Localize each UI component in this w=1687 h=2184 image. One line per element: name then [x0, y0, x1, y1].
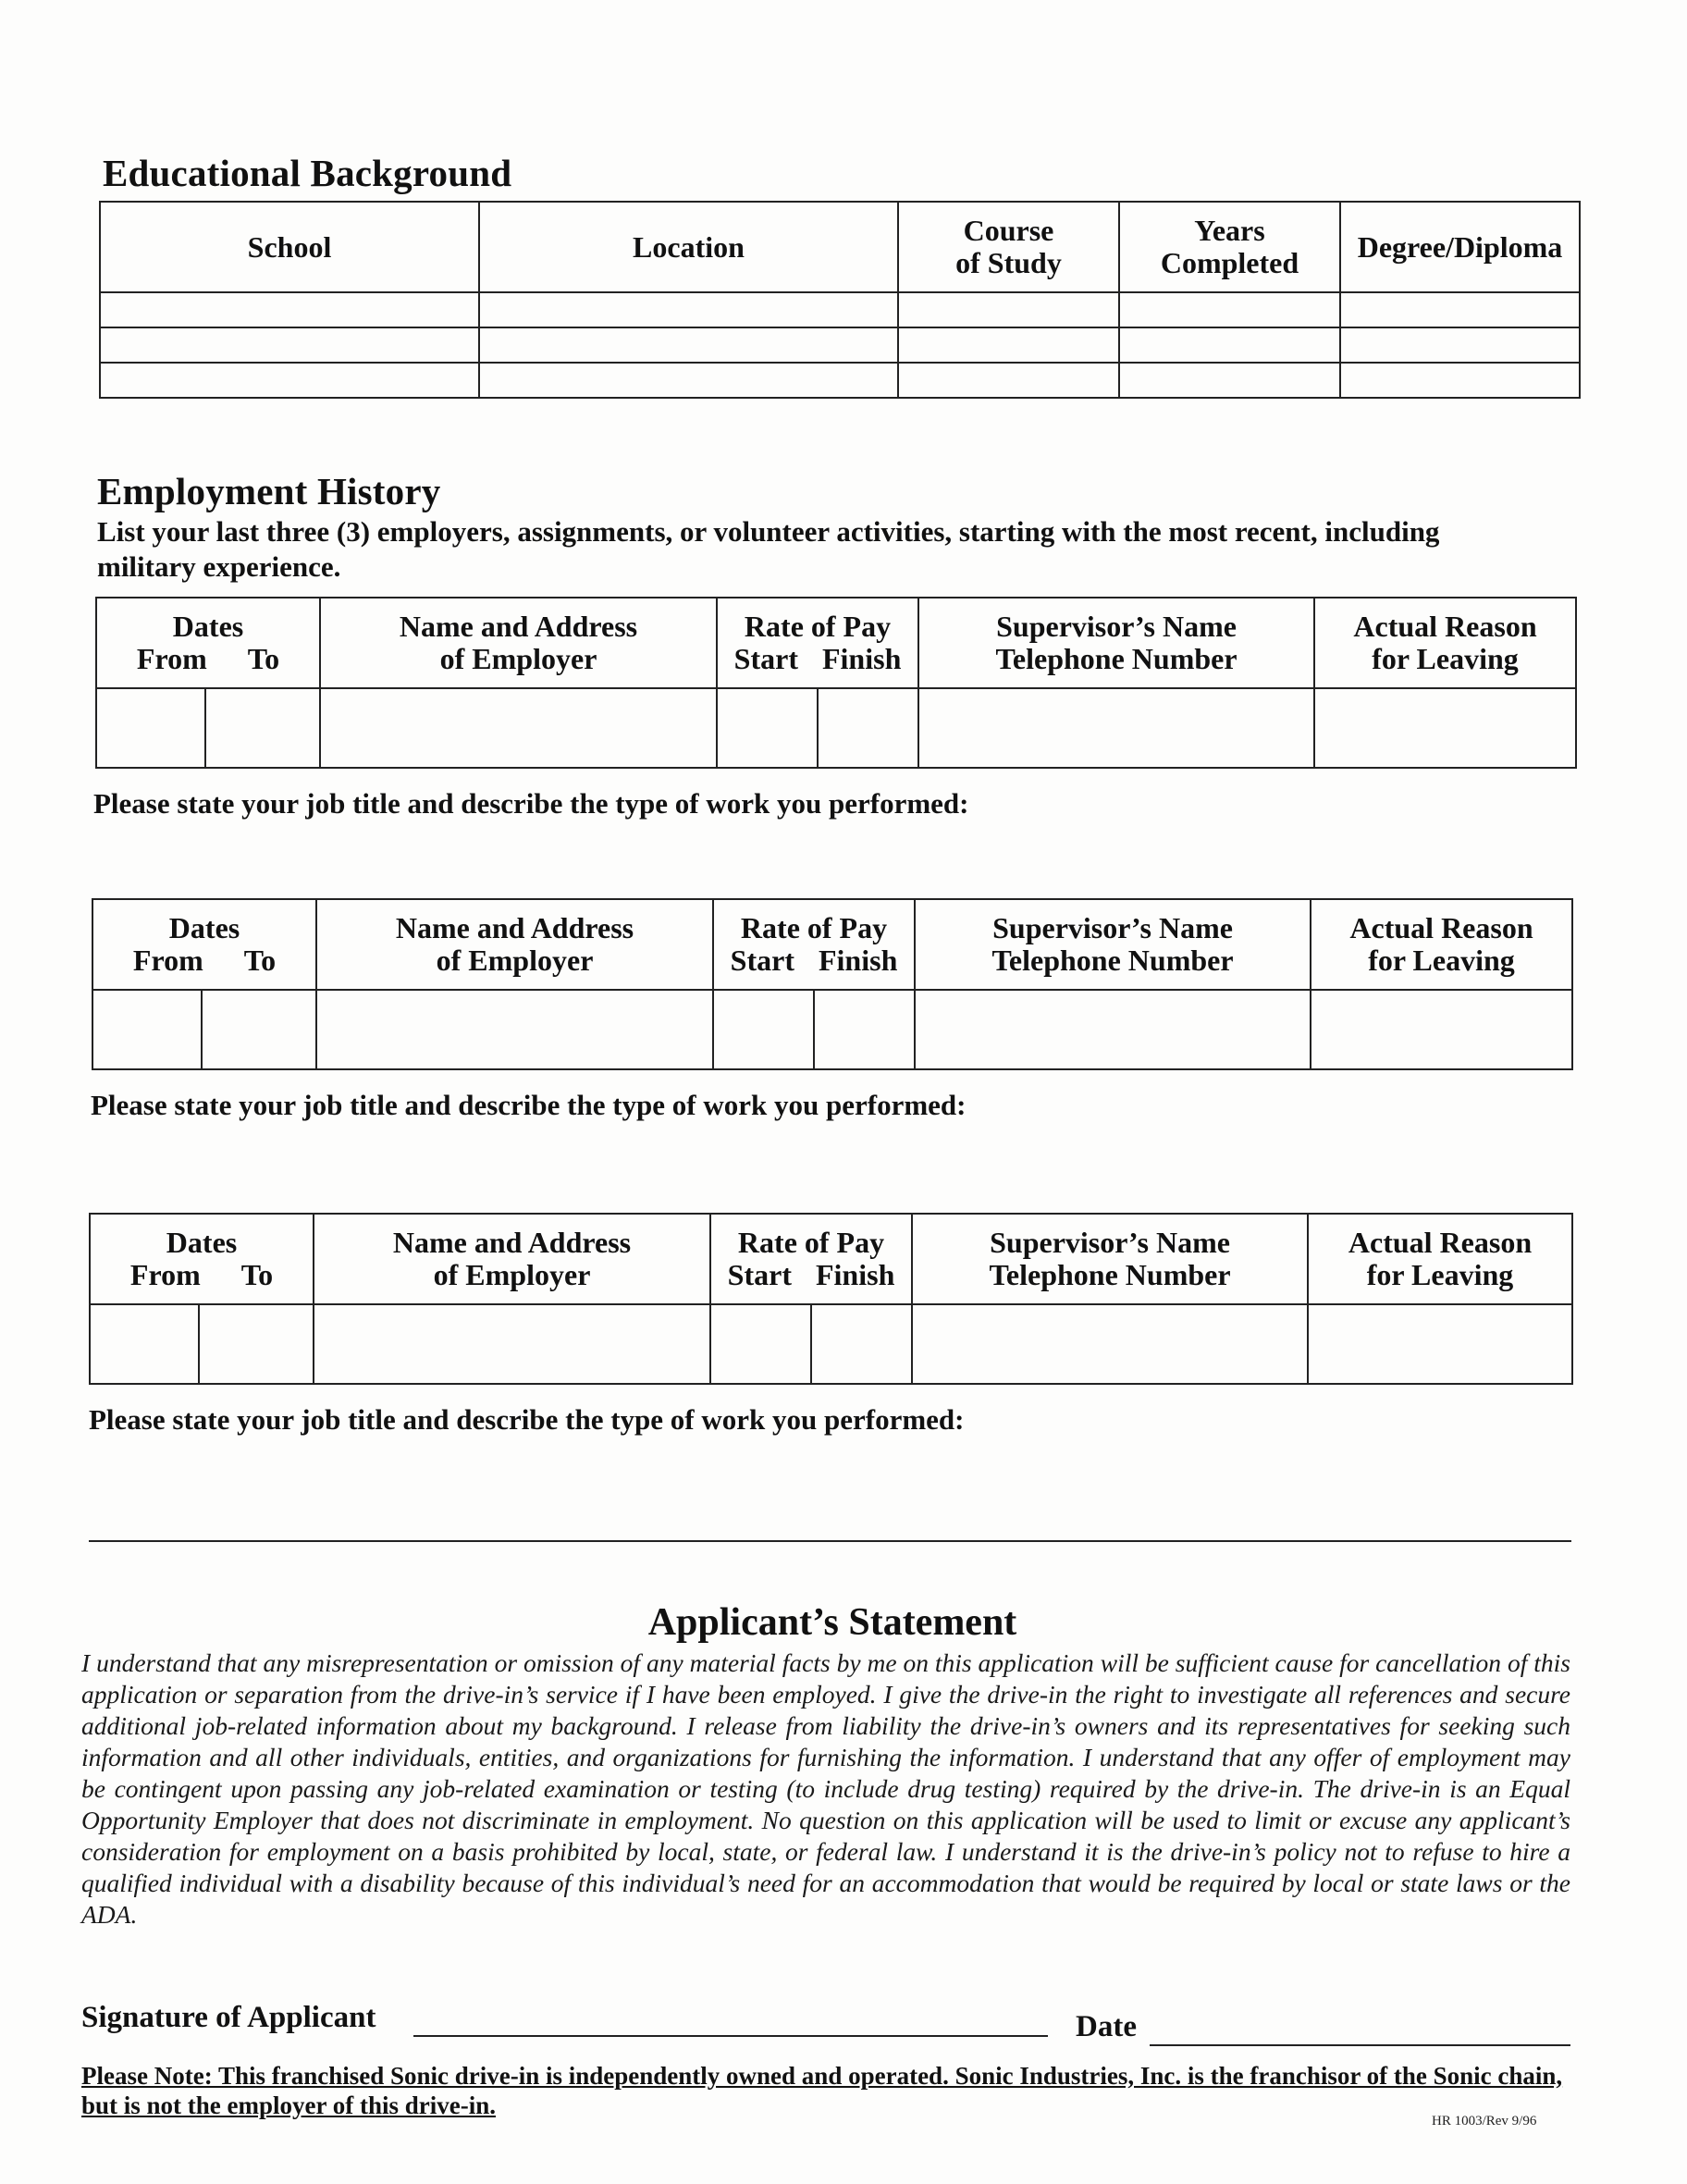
employer-header [320, 598, 717, 688]
employer-line-1: Name and Address [395, 911, 634, 944]
employer-table-2 [92, 898, 1573, 1070]
employer-header-row [90, 1214, 1572, 1304]
course-field[interactable] [898, 327, 1119, 363]
employment-instructions: List your last three (3) employers, assignments, or volunteer activities, starting with the most recent, including military experience. [97, 515, 1440, 583]
reason-field[interactable] [1314, 688, 1576, 768]
education-row [100, 327, 1580, 363]
pay-line-1: Rate of Pay [737, 1226, 885, 1259]
reason-line-1: Actual Reason [1348, 1226, 1533, 1259]
supervisor-line-1: Supervisor’s Name [990, 1226, 1230, 1259]
pay-start-label: Start [730, 944, 794, 977]
degree-diploma-header: Degree/Diploma [1340, 202, 1580, 292]
from-field[interactable] [96, 688, 205, 768]
dates-label: Dates [166, 1226, 238, 1259]
pay-line-1: Rate of Pay [740, 911, 888, 944]
years-completed-header [1119, 202, 1340, 292]
supervisor-header [915, 899, 1311, 990]
from-label: From [136, 642, 207, 675]
location-header: Location [479, 202, 898, 292]
education-row [100, 292, 1580, 327]
reason-line-2: for Leaving [1366, 1258, 1514, 1291]
employer-line-2: of Employer [439, 642, 597, 675]
course-field[interactable] [898, 363, 1119, 398]
job-description-prompt-2: Please state your job title and describe the type of work you performed: [91, 1089, 967, 1121]
from-field[interactable] [90, 1304, 199, 1384]
school-field[interactable] [100, 292, 479, 327]
statement-body: I understand that any misrepresentation or omission of any material facts by me on this application will be sufficient cause for cancellation of this application or separation from the drive-in’s service if I have been employed. I give the drive-in the right to investigate all references and secure additional job-related information about my background. I release from liability the drive-in’s owners and its representatives for seeking such information and all other individuals, entities, and organizations for furnishing the information. I understand that any offer of employment may be contingent upon passing any job-related examination or testing (to include drug testing) required by the drive-in. The drive-in is an Equal Opportunity Employer that does not discriminate in employment. No question on this application will be used to limit or excuse any applicant’s consideration for employment on a basis prohibited by local, state, or federal law. I understand it is the drive-in’s policy not to refuse to hire a qualified individual with a disability because of this individual’s need for an accommodation that would be required by local or state laws or the ADA. [81, 1648, 1570, 1929]
degree-field[interactable] [1340, 292, 1580, 327]
education-heading: Educational Background [103, 152, 512, 194]
pay-start-field[interactable] [713, 990, 814, 1069]
education-header-row [100, 202, 1580, 292]
reason-header [1311, 899, 1572, 990]
education-table [99, 201, 1581, 399]
to-label: To [240, 1258, 274, 1291]
years-line-2: Completed [1160, 246, 1299, 279]
pay-start-field[interactable] [710, 1304, 811, 1384]
school-header: School [100, 202, 479, 292]
pay-finish-field[interactable] [811, 1304, 912, 1384]
reason-field[interactable] [1311, 990, 1572, 1069]
reason-line-2: for Leaving [1368, 944, 1515, 977]
degree-field[interactable] [1340, 327, 1580, 363]
statement-title: Applicant’s Statement [647, 1601, 1017, 1644]
franchise-note: Please Note: This franchised Sonic drive-in is independently owned and operated. Sonic Industries, Inc. is the franchisor of the Sonic chain, but is not the employer of this drive-in. [81, 2062, 1563, 2119]
employer-table-1 [95, 597, 1577, 769]
degree-field[interactable] [1340, 363, 1580, 398]
location-field[interactable] [479, 292, 898, 327]
pay-finish-label: Finish [821, 642, 902, 675]
employer-header-row [92, 899, 1572, 990]
employer-table-3 [89, 1213, 1573, 1385]
dates-header [90, 1214, 314, 1304]
reason-line-1: Actual Reason [1349, 911, 1533, 944]
supervisor-line-1: Supervisor’s Name [992, 911, 1233, 944]
years-field[interactable] [1119, 327, 1340, 363]
school-field[interactable] [100, 327, 479, 363]
employer-header [316, 899, 713, 990]
to-label: To [247, 642, 280, 675]
rate-of-pay-header [710, 1214, 912, 1304]
supervisor-field[interactable] [912, 1304, 1308, 1384]
to-label: To [243, 944, 277, 977]
pay-start-label: Start [733, 642, 798, 675]
employer-field[interactable] [320, 688, 717, 768]
course-line-2: of Study [955, 246, 1062, 279]
to-field[interactable] [202, 990, 316, 1069]
supervisor-header [918, 598, 1314, 688]
location-field[interactable] [479, 327, 898, 363]
employer-header [314, 1214, 710, 1304]
dates-label: Dates [168, 911, 240, 944]
dates-label: Dates [172, 610, 244, 643]
years-line-1: Years [1194, 214, 1265, 247]
pay-start-field[interactable] [717, 688, 818, 768]
pay-start-label: Start [727, 1258, 792, 1291]
supervisor-line-1: Supervisor’s Name [996, 610, 1237, 643]
school-field[interactable] [100, 363, 479, 398]
reason-header [1308, 1214, 1572, 1304]
pay-finish-field[interactable] [814, 990, 915, 1069]
employer-line-1: Name and Address [399, 610, 638, 643]
employer-header-row [96, 598, 1576, 688]
to-field[interactable] [199, 1304, 314, 1384]
supervisor-line-2: Telephone Number [991, 944, 1234, 977]
job-description-prompt-3: Please state your job title and describe the type of work you performed: [89, 1403, 965, 1436]
from-field[interactable] [92, 990, 202, 1069]
section-divider [89, 1540, 1571, 1542]
employer-field[interactable] [314, 1304, 710, 1384]
form-code: HR 1003/Rev 9/96 [1432, 2114, 1537, 2128]
pay-finish-label: Finish [815, 1258, 895, 1291]
supervisor-field[interactable] [918, 688, 1314, 768]
employer-field[interactable] [316, 990, 713, 1069]
reason-line-2: for Leaving [1372, 642, 1519, 675]
from-label: From [132, 944, 203, 977]
date-label: Date [1076, 2010, 1137, 2043]
supervisor-line-2: Telephone Number [989, 1258, 1231, 1291]
employer-line-2: of Employer [436, 944, 594, 977]
employment-heading: Employment History [97, 470, 441, 512]
employer-line-2: of Employer [433, 1258, 591, 1291]
reason-field[interactable] [1308, 1304, 1572, 1384]
signature-line[interactable] [413, 2035, 1048, 2037]
to-field[interactable] [205, 688, 320, 768]
location-field[interactable] [479, 363, 898, 398]
years-field[interactable] [1119, 292, 1340, 327]
years-field[interactable] [1119, 363, 1340, 398]
signature-label: Signature of Applicant [81, 2001, 376, 2034]
supervisor-field[interactable] [915, 990, 1311, 1069]
reason-line-1: Actual Reason [1353, 610, 1537, 643]
reason-header [1314, 598, 1576, 688]
rate-of-pay-header [713, 899, 915, 990]
course-of-study-header [898, 202, 1119, 292]
course-line-1: Course [963, 214, 1054, 247]
date-line[interactable] [1150, 2044, 1570, 2046]
from-label: From [129, 1258, 201, 1291]
employer-entry-row [90, 1304, 1572, 1384]
course-field[interactable] [898, 292, 1119, 327]
pay-finish-field[interactable] [818, 688, 918, 768]
education-row [100, 363, 1580, 398]
pay-finish-label: Finish [818, 944, 898, 977]
supervisor-header [912, 1214, 1308, 1304]
employer-entry-row [96, 688, 1576, 768]
pay-line-1: Rate of Pay [744, 610, 892, 643]
dates-header [96, 598, 320, 688]
job-description-prompt-1: Please state your job title and describe the type of work you performed: [93, 787, 969, 820]
employer-line-1: Name and Address [392, 1226, 632, 1259]
supervisor-line-2: Telephone Number [995, 642, 1238, 675]
employer-entry-row [92, 990, 1572, 1069]
dates-header [92, 899, 316, 990]
rate-of-pay-header [717, 598, 918, 688]
